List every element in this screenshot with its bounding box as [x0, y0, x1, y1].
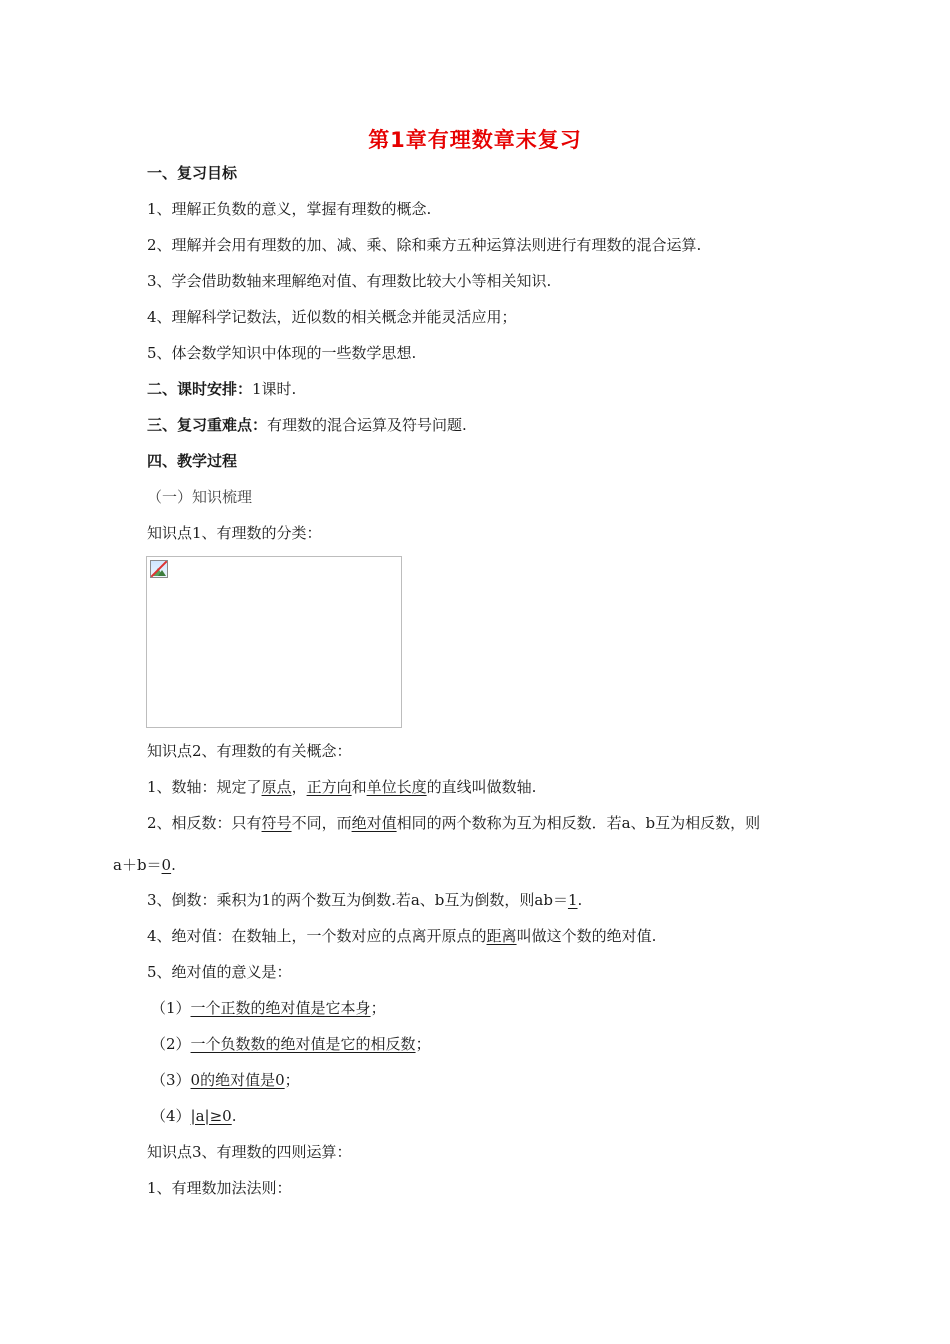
answer-blank: 单位长度 — [366, 778, 427, 796]
text: ； — [370, 999, 386, 1017]
addition-rule-heading: 1、有理数加法法则： — [147, 1179, 292, 1197]
key-points-line — [147, 415, 467, 435]
key-points-text: 有理数的混合运算及符号问题. — [267, 416, 467, 434]
goal-item: 2、理解并会用有理数的加、减、乘、除和乘方五种运算法则进行有理数的混合运算. — [147, 236, 702, 254]
text: 叫做这个数的绝对值. — [516, 927, 657, 945]
text: 相同的两个数称为互为相反数．若a、b互为相反数，则 — [396, 814, 761, 832]
schedule-text: 1课时. — [252, 380, 297, 398]
absolute-value-meaning-intro: 5、绝对值的意义是： — [147, 963, 292, 981]
schedule-line — [147, 379, 296, 399]
text: . — [577, 891, 583, 909]
text: ； — [415, 1035, 431, 1053]
goal-item: 4、理解科学记数法，近似数的相关概念并能灵活应用； — [147, 308, 517, 326]
classification-image — [146, 556, 402, 728]
goal-item: 1、理解正负数的意义，掌握有理数的概念. — [147, 200, 432, 218]
text: ， — [291, 778, 307, 796]
reciprocal-definition — [147, 890, 582, 910]
section-heading-goals: 一、复习目标 — [147, 164, 238, 182]
answer-blank: 原点 — [261, 778, 292, 796]
text: ； — [284, 1071, 300, 1089]
subsection-heading: （一）知识梳理 — [147, 488, 253, 506]
text: a＋b＝ — [113, 856, 162, 874]
answer-blank: 1 — [567, 891, 578, 909]
item-label: （1） — [151, 999, 191, 1017]
section-heading-schedule: 二、课时安排： — [147, 380, 253, 398]
answer-blank: 距离 — [486, 927, 517, 945]
goal-item: 3、学会借助数轴来理解绝对值、有理数比较大小等相关知识. — [147, 272, 552, 290]
opposite-number-continuation — [113, 855, 176, 875]
knowledge-point-2: 知识点2、有理数的有关概念： — [147, 742, 352, 760]
text: 不同，而 — [291, 814, 352, 832]
item-label: （3） — [151, 1071, 191, 1089]
answer-blank: 一个正数的绝对值是它本身 — [190, 999, 371, 1017]
meaning-item — [151, 998, 386, 1018]
text: 的直线叫做数轴. — [426, 778, 537, 796]
answer-blank: 0的绝对值是0 — [190, 1071, 285, 1089]
text: 4、绝对值：在数轴上，一个数对应的点离开原点的 — [147, 927, 487, 945]
section-heading-key-points: 三、复习重难点： — [147, 416, 268, 434]
answer-blank: |a|≥0 — [190, 1107, 232, 1125]
answer-blank: 符号 — [261, 814, 292, 832]
meaning-item — [151, 1034, 431, 1054]
text: 2、相反数：只有 — [147, 814, 262, 832]
text: 3、倒数：乘积为1的两个数互为倒数.若a、b互为倒数，则ab＝ — [147, 891, 568, 909]
answer-blank: 正方向 — [306, 778, 352, 796]
section-heading-process: 四、教学过程 — [147, 452, 238, 470]
text: . — [231, 1107, 237, 1125]
absolute-value-definition — [147, 926, 656, 946]
broken-image-icon — [150, 560, 168, 578]
answer-blank: 0 — [161, 856, 172, 874]
opposite-number-definition — [147, 813, 760, 833]
page-title: 第1章有理数章末复习 — [368, 128, 582, 152]
text: 1、数轴：规定了 — [147, 778, 262, 796]
knowledge-point-1: 知识点1、有理数的分类： — [147, 524, 322, 542]
text: . — [171, 856, 176, 874]
item-label: （2） — [151, 1035, 191, 1053]
item-label: （4） — [151, 1107, 191, 1125]
answer-blank: 一个负数数的绝对值是它的相反数 — [190, 1035, 416, 1053]
answer-blank: 绝对值 — [351, 814, 397, 832]
meaning-item — [151, 1070, 300, 1090]
number-axis-definition — [147, 777, 536, 797]
text: 和 — [351, 778, 367, 796]
goal-item: 5、体会数学知识中体现的一些数学思想. — [147, 344, 417, 362]
meaning-item — [151, 1106, 237, 1126]
knowledge-point-3: 知识点3、有理数的四则运算： — [147, 1143, 352, 1161]
